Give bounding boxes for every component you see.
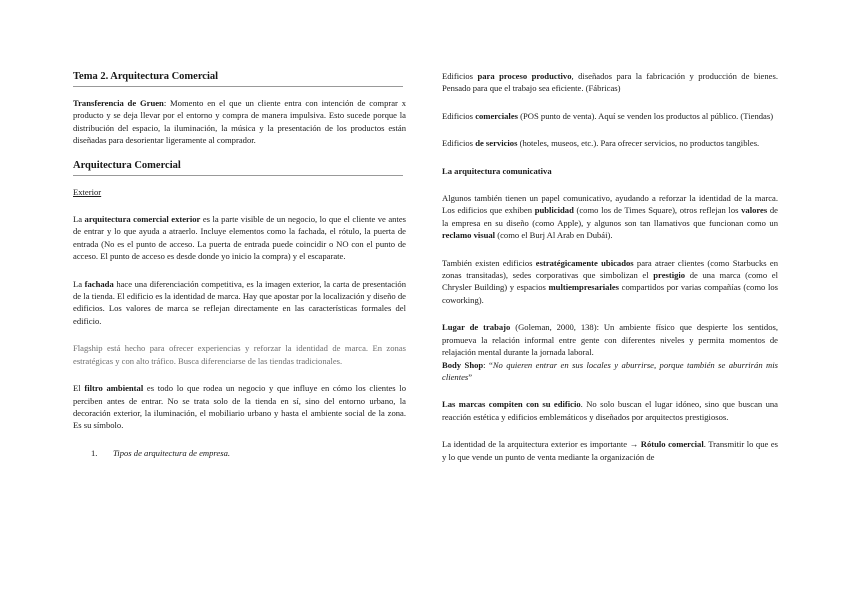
term-prestigio: prestigio bbox=[653, 270, 686, 281]
page-title: Tema 2. Arquitectura Comercial bbox=[73, 71, 219, 82]
paragraph-text: Edificios bbox=[442, 110, 476, 121]
paragraph-marcas-compiten bbox=[442, 398, 778, 423]
heading-text: La arquitectura comunicativa bbox=[442, 165, 552, 176]
paragraph-fachada bbox=[73, 278, 406, 328]
spacer bbox=[73, 147, 406, 159]
section-heading-arquitectura-comercial: Arquitectura Comercial bbox=[73, 159, 181, 171]
spacer bbox=[73, 327, 406, 342]
spacer bbox=[442, 150, 778, 165]
spacer bbox=[73, 198, 406, 213]
list-item-text: Tipos de arquitectura de empresa. bbox=[113, 447, 231, 458]
term-fachada: fachada bbox=[84, 278, 114, 289]
paragraph-papel-comunicativo bbox=[442, 192, 778, 242]
paragraph-text: (Goleman, 2000, 138): Un ambiente físico que despierte los sentidos, promueva la relación informal entre gente con diferentes niveles y permita momentos de relajación mental durante la jornada laboral. bbox=[442, 322, 778, 358]
spacer bbox=[73, 367, 406, 382]
paragraph-text: Edificios bbox=[442, 138, 476, 149]
paragraph-text: También existen edificios bbox=[442, 257, 536, 268]
spacer bbox=[442, 383, 778, 398]
left-column bbox=[73, 70, 406, 459]
paragraph-text: La identidad de la arquitectura exterior es importante → bbox=[442, 439, 641, 450]
paragraph-edificios-servicios bbox=[442, 137, 778, 149]
paragraph-text: (hoteles, museos, etc.). Para ofrecer servicios, no productos tangibles. bbox=[517, 138, 760, 149]
paragraph-text: es todo lo que rodea un negocio y que influye en cómo los clientes lo perciben antes de entrar. No se trata solo de la tienda en sí, sino del entorno urbano, la decoración exterior, la iluminación, el mobiliario urbano y hasta el ambiente social de la zona. Es su símbolo. bbox=[73, 383, 406, 431]
spacer bbox=[442, 177, 778, 192]
term-servicios: de servicios bbox=[475, 138, 518, 149]
spacer bbox=[442, 242, 778, 257]
paragraph-text: La bbox=[73, 278, 85, 289]
section-divider bbox=[73, 175, 403, 176]
paragraph-text: de una marca (como el Chrysler Building) y espacios bbox=[442, 270, 778, 293]
spacer bbox=[442, 306, 778, 321]
paragraph-filtro-ambiental bbox=[73, 382, 406, 432]
term-multiempresariales: multiempresariales bbox=[548, 282, 619, 293]
spacer bbox=[73, 432, 406, 447]
paragraph-text: compartidos por varias compañías (como los coworking). bbox=[442, 282, 778, 305]
paragraph-edificios-productivos bbox=[442, 70, 778, 95]
paragraph-text: es la parte visible de un negocio, lo que el cliente ve antes de entrar y lo que ayuda a atraerlo. Incluye elementos como la fachada, el rótulo, la puerta de entrada (No es el punto de acceso. La puerta de entrada puede coincidir o NO con el punto de acceso. El punto de acceso es desde donde yo inicio la compra) y el escaparate. bbox=[73, 214, 406, 262]
paragraph-arquitectura-exterior bbox=[73, 213, 406, 263]
spacer bbox=[442, 95, 778, 110]
paragraph-lugar-trabajo bbox=[442, 321, 778, 358]
paragraph-text: hace una diferenciación competitiva, es la imagen exterior, la carta de presentación de la tienda. El edificio es la identidad de marca. Hay que apostar por la localización y diseño de edificios. Los valores de marca se reflejan directamente en las características formales del edificio. bbox=[73, 278, 407, 326]
term-transferencia-gruen: Transferencia de Gruen bbox=[73, 98, 164, 108]
paragraph-text: (POS punto de venta). Aquí se venden los productos al público. (Tiendas) bbox=[517, 110, 774, 121]
term-reclamo-visual: reclamo visual bbox=[442, 230, 496, 241]
paragraph-text: . Transmitir lo que es y lo que vende un punto de venta mediante la organización de bbox=[442, 439, 778, 462]
paragraph-text: de la empresa en su diseño (como Apple), y algunos son tan llamativos que funcionan como un bbox=[442, 205, 778, 228]
paragraph-text: : “ bbox=[483, 359, 493, 370]
paragraph-transferencia-gruen bbox=[73, 97, 406, 147]
paragraph-text: : Momento en el que un cliente entra con intención de comprar x producto y se deja llevar por el entorno y compra de manera impulsiva. Esto sucede porque la distribución del espacio, la iluminación, la música y la presentación de los productos están diseñadas para desorientar ligeramente al comprador. bbox=[73, 98, 407, 146]
spacer bbox=[442, 122, 778, 137]
paragraph-text: La bbox=[73, 214, 85, 225]
right-column bbox=[442, 70, 778, 463]
term-filtro-ambiental: filtro ambiental bbox=[84, 383, 144, 394]
term-proceso-productivo: para proceso productivo bbox=[477, 71, 572, 81]
paragraph-flagship: Flagship está hecho para ofrecer experiencias y reforzar la identidad de marca. En zonas estratégicas y con alto tráfico. Busca diferenciarse de las tiendas tradicionales. bbox=[73, 343, 406, 366]
term-comerciales: comerciales bbox=[475, 110, 518, 121]
term-body-shop: Body Shop bbox=[442, 359, 484, 370]
paragraph-edificios-comerciales bbox=[442, 110, 778, 122]
term-valores: valores bbox=[741, 205, 768, 216]
paragraph-text: (como los de Times Square), otros reflejan los bbox=[573, 205, 742, 216]
term-estrategicamente-ubicados: estratégicamente ubicados bbox=[535, 257, 634, 268]
paragraph-text: Algunos también tienen un papel comunicativo, ayudando a reforzar la identidad de la marca. Los edificios que exhiben bbox=[442, 193, 778, 216]
paragraph-text: ” bbox=[468, 371, 473, 382]
paragraph-text: (como el Burj Al Arab en Dubái). bbox=[495, 230, 613, 241]
list-number: 1. bbox=[91, 447, 98, 458]
paragraph-edificios-estrategicos bbox=[442, 257, 778, 307]
paragraph-body-shop bbox=[442, 359, 778, 384]
title-divider bbox=[73, 86, 403, 87]
spacer bbox=[73, 263, 406, 278]
term-publicidad: publicidad bbox=[534, 205, 574, 216]
spacer bbox=[442, 423, 778, 438]
term-arquitectura-exterior: arquitectura comercial exterior bbox=[84, 214, 201, 225]
paragraph-rotulo-comercial bbox=[442, 438, 778, 463]
paragraph-text: para atraer clientes (como Starbucks en zonas transitadas), sedes corporativas que simbolizan el bbox=[442, 257, 778, 281]
paragraph-text: . No solo buscan el lugar idóneo, sino que buscan una reacción estética y edificios emblemáticos y diseñados por arquitectos prestigiosos. bbox=[442, 399, 778, 422]
quote-text: No quieren entrar en sus locales y aburrirse, porque también se aburrirán mis clientes bbox=[442, 359, 778, 382]
subheading-exterior: Exterior bbox=[73, 186, 102, 197]
paragraph-text: Edificios bbox=[442, 71, 478, 81]
term-lugar-trabajo: Lugar de trabajo bbox=[442, 322, 511, 333]
term-marcas-compiten: Las marcas compiten con su edificio bbox=[442, 399, 581, 410]
section-heading-arquitectura-comunicativa bbox=[442, 165, 778, 177]
numbered-list-item bbox=[73, 447, 406, 459]
paragraph-text: El bbox=[73, 383, 85, 394]
term-rotulo-comercial: Rótulo comercial bbox=[640, 439, 704, 450]
paragraph-text: , diseñados para la fabricación y producción de bienes. Pensado para que el trabajo sea eficiente. (Fábricas) bbox=[442, 71, 778, 94]
